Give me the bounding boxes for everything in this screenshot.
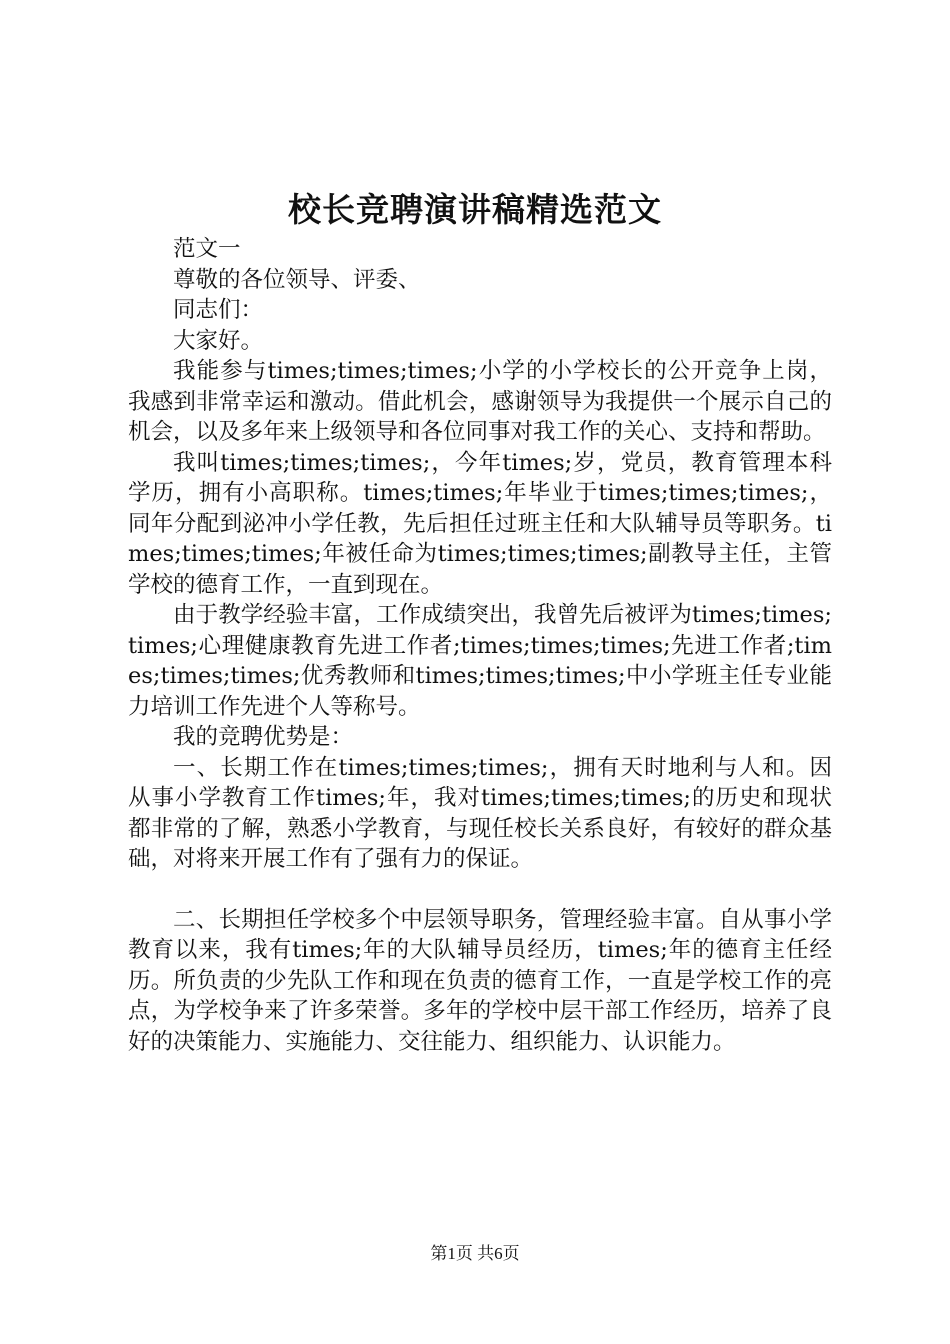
paragraph-introduction: 我能参与times;times;times;小学的小学校长的公开竞争上岗，我感到非常幸运和激动。借此机会，感谢领导为我提供一个展示自己的机会，以及多年来上级领导和各位同事对我工作的关心、支持和帮助。 bbox=[128, 358, 832, 445]
paragraph-honors: 由于教学经验丰富，工作成绩突出，我曾先后被评为times;times;times;心理健康教育先进工作者;times;times;times;先进工作者;times;times;times;优秀教师和times;times;times;中小学班主任专业能力培训工作先进个人等称号。 bbox=[128, 602, 832, 720]
document-body bbox=[128, 234, 832, 1057]
paragraph-self-introduction: 我叫times;times;times;，今年times;岁，党员，教育管理本科学历，拥有小高职称。times;times;年毕业于times;times;times;，同年分配到泌冲小学任教，先后担任过班主任和大队辅导员等职务。times;times;times;年被任命为times;times;times;副教导主任，主管学校的德育工作，一直到现在。 bbox=[128, 449, 832, 598]
paragraph-heading-sample-one: 范文一 bbox=[173, 236, 241, 262]
paragraph-advantages-heading: 我的竞聘优势是： bbox=[173, 724, 354, 750]
paragraph-salutation-continued: 同志们： bbox=[173, 297, 264, 323]
paragraph-advantage-one: 一、长期工作在times;times;times;，拥有天时地利与人和。因从事小学教育工作times;年，我对times;times;times;的历史和现状都非常的了解，熟悉小学教育，与现任校长关系良好，有较好的群众基础，对将来开展工作有了强有力的保证。 bbox=[128, 754, 832, 872]
paragraph-salutation: 尊敬的各位领导、评委、 bbox=[173, 266, 421, 293]
page-number-footer: 第1页 共6页 bbox=[430, 1244, 520, 1263]
paragraph-greeting: 大家好。 bbox=[173, 327, 264, 354]
paragraph-advantage-two: 二、长期担任学校多个中层领导职务，管理经验丰富。自从事小学教育以来，我有times;年的大队辅导员经历，times;年的德育主任经历。所负责的少先队工作和现在负责的德育工作，一直是学校工作的亮点，为学校争来了许多荣誉。多年的学校中层干部工作经历，培养了良好的决策能力、实施能力、交往能力、组织能力、认识能力。 bbox=[128, 906, 832, 1055]
document-title: 校长竞聘演讲稿精选范文 bbox=[288, 190, 662, 229]
